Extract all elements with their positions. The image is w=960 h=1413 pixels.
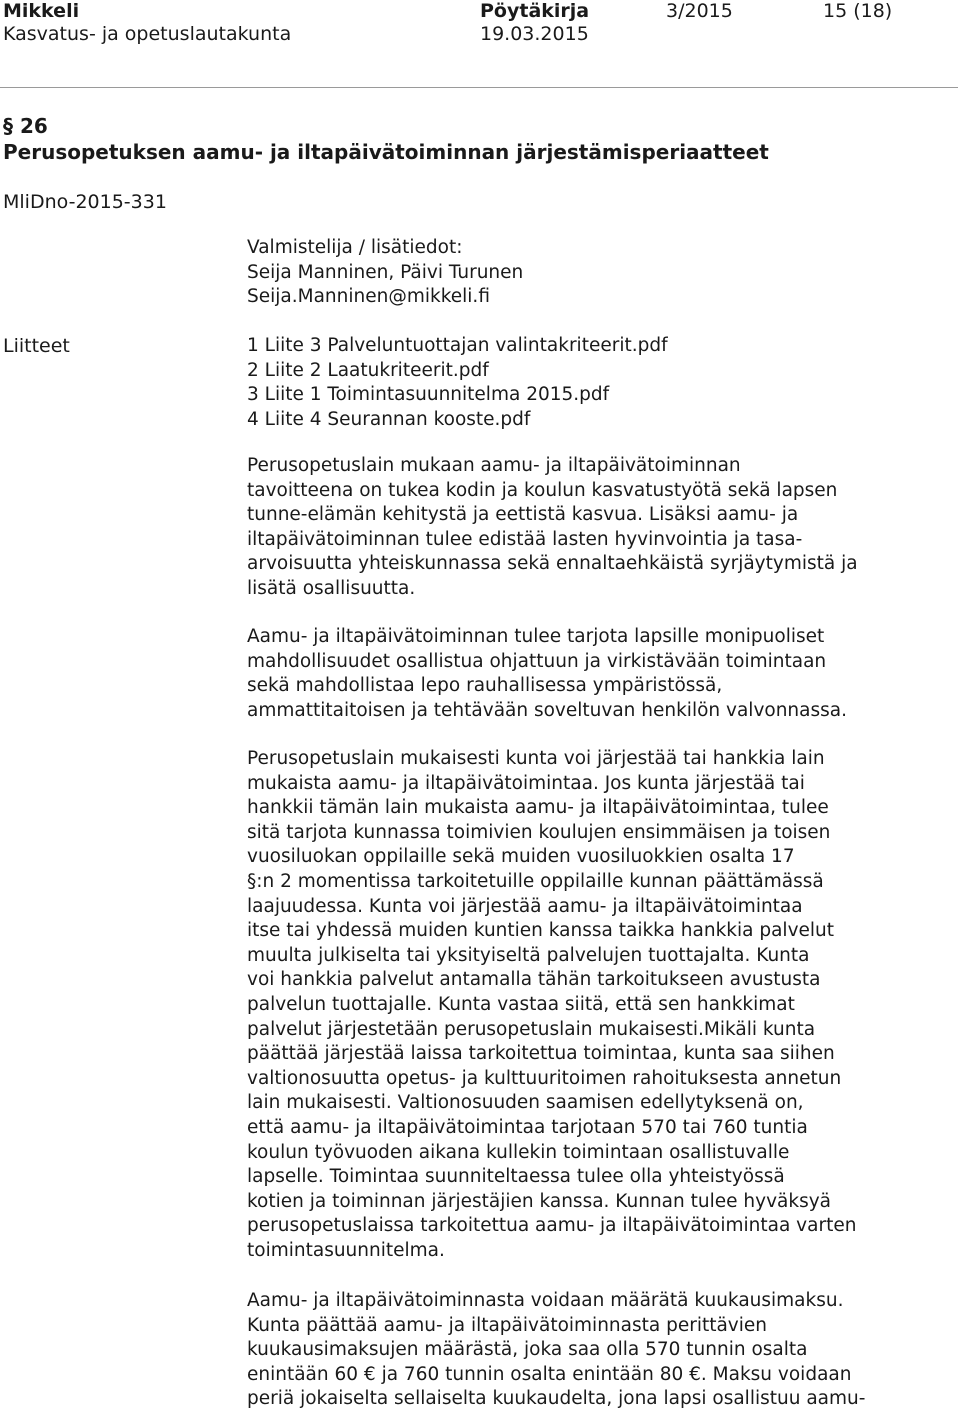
text-line: koulun työvuoden aikana kullekin toimintaan osallistuvalle [247,1141,790,1163]
text-line: lain mukaisesti. Valtionosuuden saamisen edellytyksenä on, [247,1092,804,1114]
text-line: Perusopetuslain mukaan aamu- ja iltapäivätoiminnan [247,455,741,476]
document-number: 3/2015 [666,0,733,22]
text-line: Perusopetuslain mukaisesti kunta voi järjestää tai hankkia lain [247,748,825,769]
diary-number: MliDno-2015-331 [3,191,167,213]
attachment-item[interactable]: 2 Liite 2 Laatukriteerit.pdf [247,359,489,381]
text-line: vuosiluokan oppilaille sekä muiden vuosiluokkien osalta 17 [247,846,795,868]
text-line: iltapäivätoiminnan tulee edistää lasten hyvinvointia ja tasa- [247,528,803,550]
text-line: hankkii tämän lain mukaista aamu- ja iltapäivätoimintaa, tulee [247,797,829,819]
document-type: Pöytäkirja [480,0,590,22]
text-line: muulta julkiselta tai yksityiseltä palvelujen tuottajalta. Kunta [247,944,810,966]
text-line: sekä mahdollistaa lepo rauhallisessa ympäristössä, [247,675,723,697]
text-line: tavoitteena on tukea kodin ja koulun kasvatustyötä sekä lapsen [247,479,838,501]
attachment-item[interactable]: 3 Liite 1 Toimintasuunnitelma 2015.pdf [247,384,610,406]
text-line: Kunta päättää aamu- ja iltapäivätoiminnasta perittävien [247,1314,767,1336]
city-name: Mikkeli [3,0,80,22]
paragraph-4 [247,1289,907,1412]
preparer-email: Seija.Manninen@mikkeli.fi [247,286,490,308]
text-line: lapselle. Toimintaa suunniteltaessa tulee olla yhteistyössä [247,1166,785,1188]
text-line: palvelut järjestetään perusopetuslain mukaisesti.Mikäli kunta [247,1018,816,1040]
text-line: mahdollisuudet osallistua ohjattuun ja virkistävään toimintaan [247,650,827,672]
board-name: Kasvatus- ja opetuslautakunta [3,23,292,45]
section-title: Perusopetuksen aamu- ja iltapäivätoiminnan järjestämisperiaatteet [3,140,769,164]
paragraph-1 [247,454,907,602]
text-line: mukaista aamu- ja iltapäivätoimintaa. Jos kunta järjestää tai [247,772,805,794]
text-line: enintään 60 € ja 760 tunnin osalta enintään 80 €. Maksu voidaan [247,1363,852,1385]
text-line: toimintasuunnitelma. [247,1239,445,1261]
preparer-block [247,236,907,310]
text-line: sitä tarjota kunnassa toimivien koulujen ensimmäisen ja toisen [247,821,831,843]
text-line: ammattitaitoisen ja tehtävään soveltuvan henkilön valvonnassa. [247,699,847,721]
header-divider [0,87,958,88]
text-line: palvelun tuottajalle. Kunta vastaa siitä, että sen hankkimat [247,993,795,1015]
preparer-label: Valmistelija / lisätiedot: [247,237,463,258]
attachment-item[interactable]: 4 Liite 4 Seurannan kooste.pdf [247,408,531,430]
paragraph-3 [247,747,907,1263]
text-line: perusopetuslaissa tarkoitettua aamu- ja iltapäivätoimintaa varten [247,1215,857,1237]
text-line: kotien ja toiminnan järjestäjien kanssa. Kunnan tulee hyväksyä [247,1190,831,1212]
section-number: § 26 [3,114,48,138]
text-line: voi hankkia palvelut antamalla tähän tarkoitukseen avustusta [247,969,821,991]
text-line: itse tai yhdessä muiden kuntien kanssa taikka hankkia palvelut [247,920,835,942]
attachment-item[interactable]: 1 Liite 3 Palveluntuottajan valintakriteerit.pdf [247,335,668,356]
page-number: 15 (18) [823,0,893,22]
text-line: laajuudessa. Kunta voi järjestää aamu- ja iltapäivätoimintaa [247,895,803,917]
text-line: Aamu- ja iltapäivätoiminnan tulee tarjota lapsille monipuoliset [247,626,825,647]
attachments-label: Liitteet [3,335,70,357]
paragraph-2 [247,625,907,723]
text-line: Aamu- ja iltapäivätoiminnasta voidaan määrätä kuukausimaksu. [247,1290,844,1311]
text-line: päättää järjestää laissa tarkoitettua toimintaa, kunta saa siihen [247,1043,835,1065]
text-line: periä jokaiselta sellaiselta kuukaudelta, jona lapsi osallistuu aamu- [247,1388,866,1410]
text-line: että aamu- ja iltapäivätoimintaa tarjotaan 570 tai 760 tuntia [247,1116,808,1138]
text-line: arvoisuutta yhteiskunnassa sekä ennaltaehkäistä syrjäytymistä ja [247,553,858,575]
attachments-list [247,334,907,432]
text-line: tunne-elämän kehitystä ja eettistä kasvua. Lisäksi aamu- ja [247,504,799,526]
text-line: §:n 2 momentissa tarkoitetuille oppilaille kunnan päättämässä [247,870,824,892]
text-line: kuukausimaksujen määrästä, joka saa olla 570 tunnin osalta [247,1339,808,1361]
preparer-names: Seija Manninen, Päivi Turunen [247,261,524,283]
text-line: valtionosuutta opetus- ja kulttuuritoimen rahoituksesta annetun [247,1067,842,1089]
meeting-date: 19.03.2015 [480,23,589,45]
text-line: lisätä osallisuutta. [247,577,416,599]
